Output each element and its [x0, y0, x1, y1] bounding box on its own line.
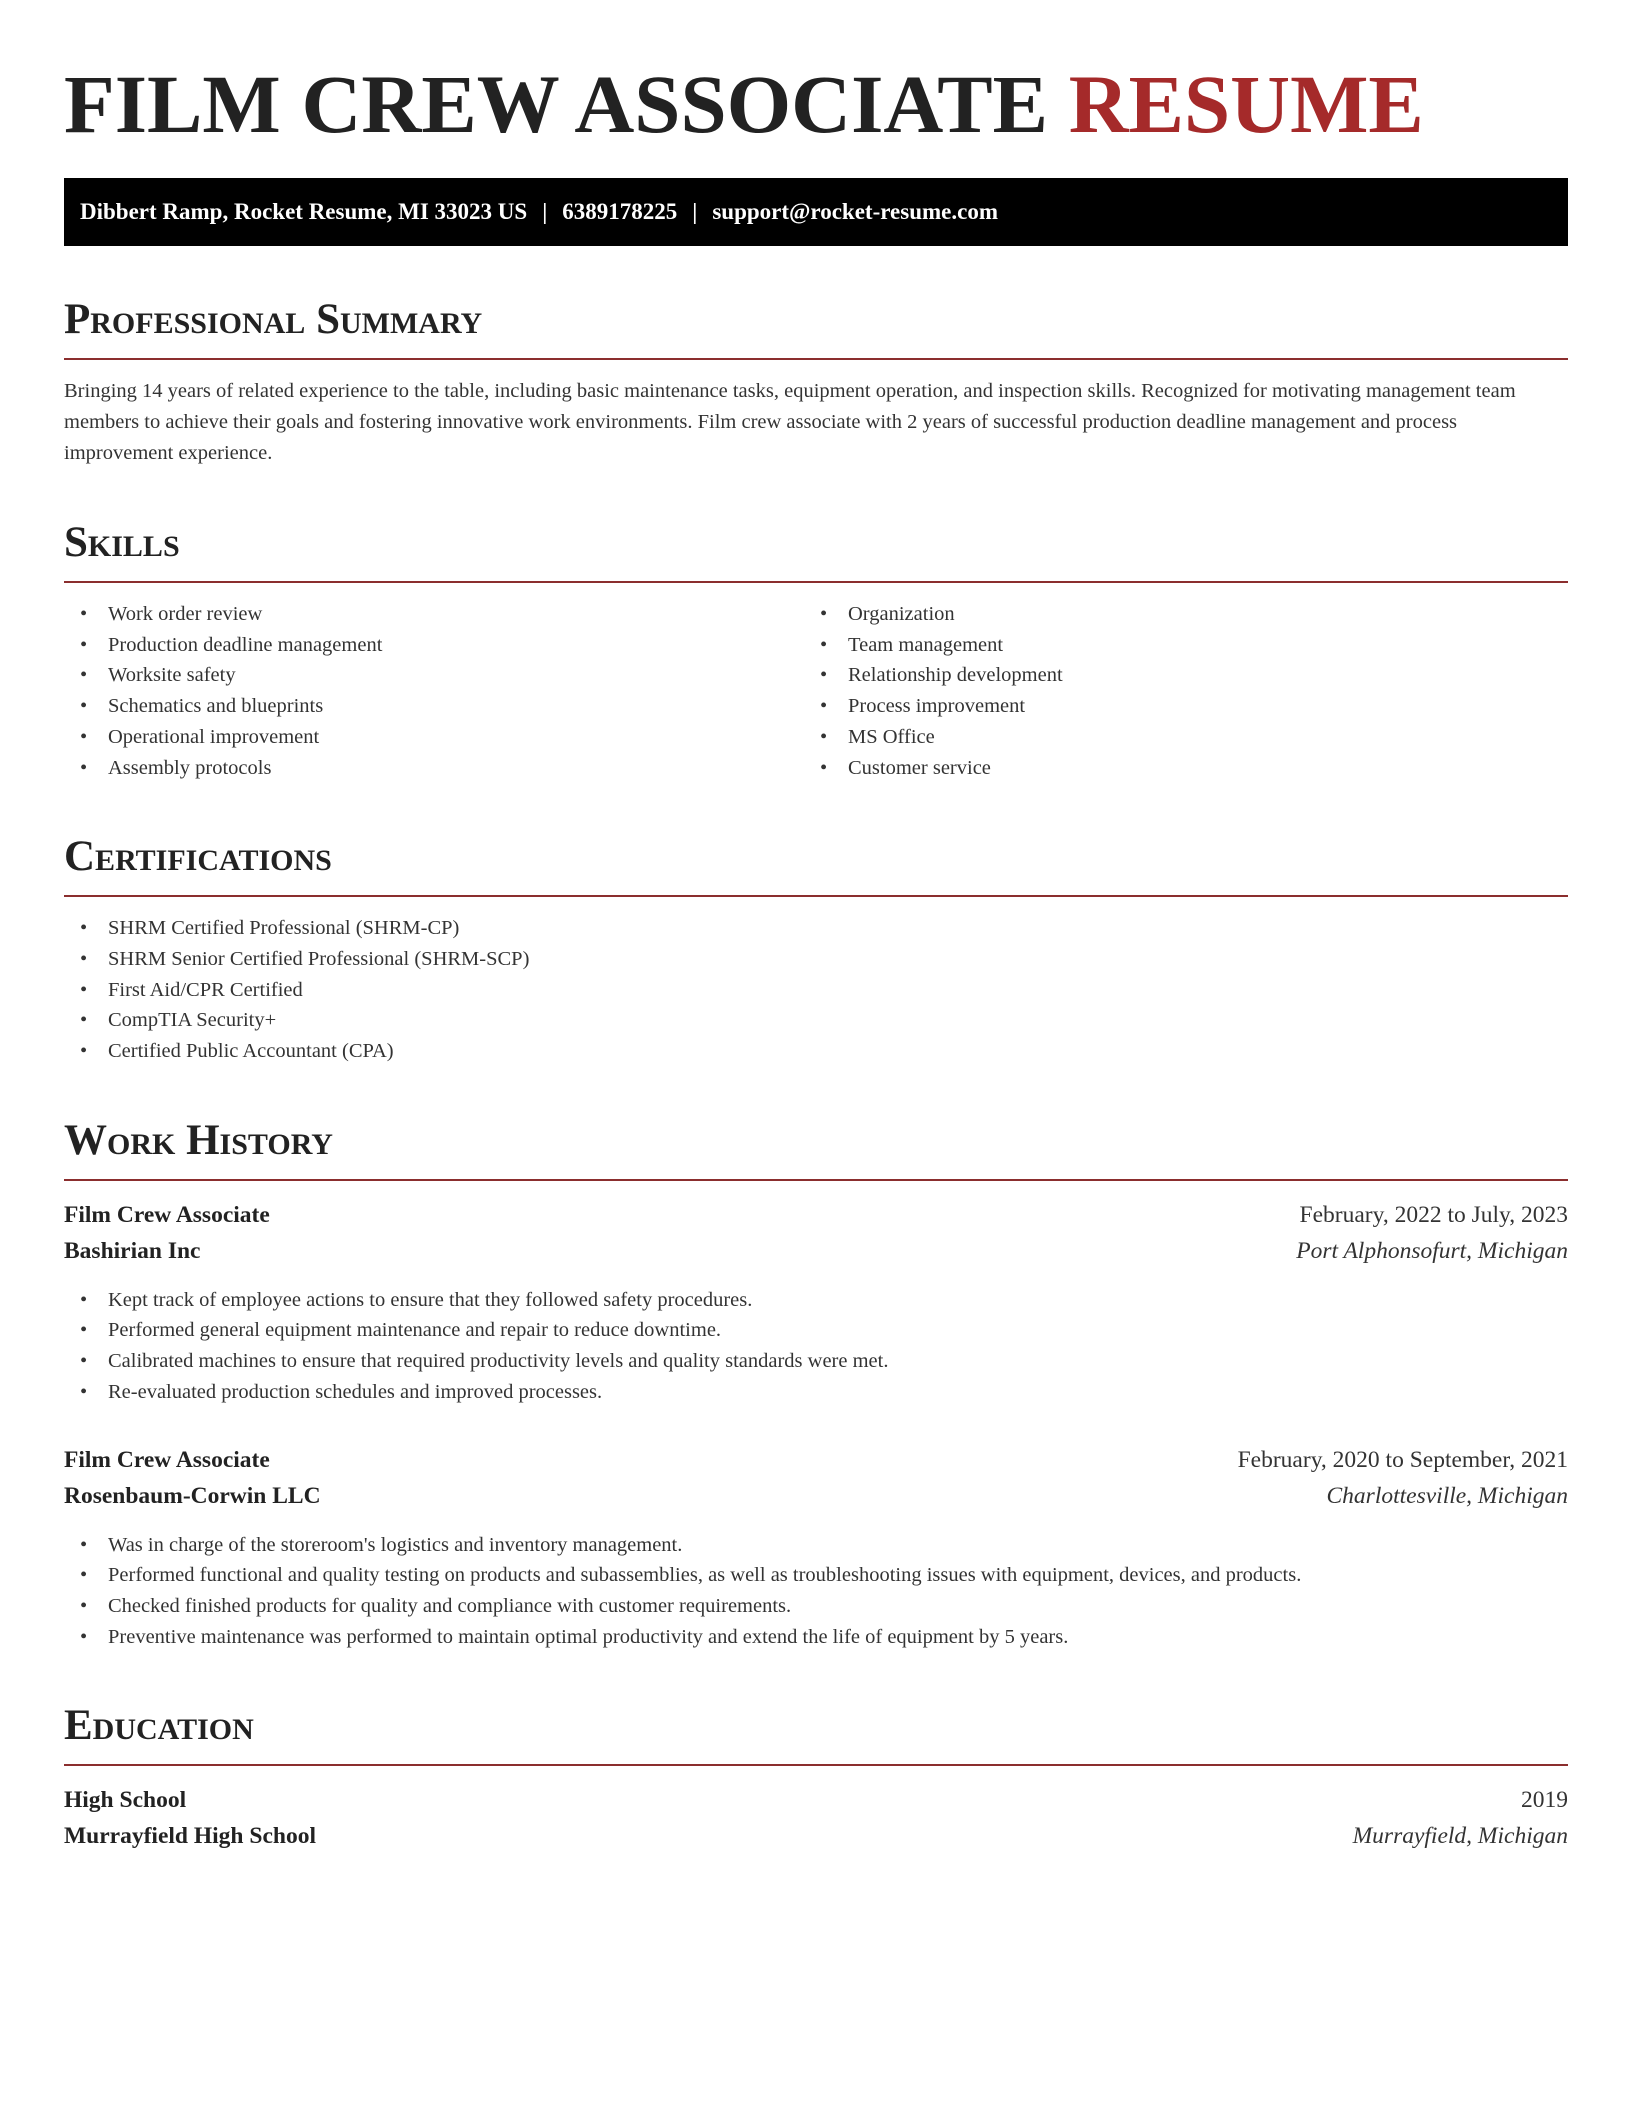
job-duty: • Checked finished products for quality and compliance with customer requirements. — [64, 1591, 1568, 1622]
contact-phone: 6389178225 — [562, 199, 678, 224]
education-entry — [64, 1782, 1568, 1854]
skill-item: • Work order review — [64, 599, 804, 630]
skill-item: • Production deadline management — [64, 630, 804, 661]
job-duties-list — [64, 1530, 1568, 1653]
contact-address: Dibbert Ramp, Rocket Resume, MI 33023 US — [80, 199, 528, 224]
section-divider — [64, 581, 1568, 583]
skills-list-right — [804, 599, 1544, 783]
job-duty: • Re-evaluated production schedules and improved processes. — [64, 1377, 1568, 1408]
certification-item: • First Aid/CPR Certified — [64, 975, 1568, 1006]
summary-text: Bringing 14 years of related experience to the table, including basic maintenance tasks, equipment operation, and inspection skills. Recognized for motivating management team members to achieve their goals and fostering innovative work environments. Film crew associate with 2 years of successful production deadline management and process improvement experience. — [64, 380, 1516, 464]
skills-section — [64, 517, 1568, 783]
contact-separator: | — [542, 199, 548, 224]
job-dates: February, 2020 to September, 2021 — [1237, 1446, 1568, 1473]
skill-item: • Assembly protocols — [64, 753, 804, 784]
skill-item: • Process improvement — [804, 691, 1544, 722]
summary-heading: Professional Summary — [64, 296, 483, 343]
certification-item: • SHRM Senior Certified Professional (SHRM-SCP) — [64, 944, 1568, 975]
certification-item: • CompTIA Security+ — [64, 1005, 1568, 1036]
skill-item: • Team management — [804, 630, 1544, 661]
job-company-row — [64, 1478, 1568, 1514]
education-year: 2019 — [1521, 1787, 1568, 1814]
skill-item: • Schematics and blueprints — [64, 691, 804, 722]
job-company: Rosenbaum-Corwin LLC — [64, 1482, 321, 1509]
contact-email: support@rocket-resume.com — [712, 199, 998, 224]
job-duty: • Was in charge of the storeroom's logistics and inventory management. — [64, 1530, 1568, 1561]
job-title: Film Crew Associate — [64, 1446, 270, 1473]
skills-grid — [64, 599, 1568, 783]
certification-item: • Certified Public Accountant (CPA) — [64, 1036, 1568, 1067]
job-entry — [64, 1442, 1568, 1653]
certification-item: • SHRM Certified Professional (SHRM-CP) — [64, 913, 1568, 944]
education-degree: High School — [64, 1787, 187, 1814]
work-history-heading: Work History — [64, 1116, 333, 1164]
resume-title — [64, 54, 1568, 154]
skill-item: • MS Office — [804, 722, 1544, 753]
contact-bar — [64, 178, 1568, 246]
education-school: Murrayfield High School — [64, 1823, 316, 1850]
education-degree-row — [64, 1782, 1568, 1818]
education-school-row — [64, 1818, 1568, 1854]
job-duty: • Performed general equipment maintenance and repair to reduce downtime. — [64, 1315, 1568, 1346]
certifications-section — [64, 831, 1568, 1067]
skills-heading: Skills — [64, 519, 180, 566]
skill-item: • Operational improvement — [64, 722, 804, 753]
skills-list-left — [64, 599, 804, 783]
job-company-row — [64, 1233, 1568, 1269]
job-duty: • Preventive maintenance was performed to maintain optimal productivity and extend the life of equipment by 5 years. — [64, 1622, 1568, 1653]
education-section — [64, 1700, 1568, 1854]
summary-section — [64, 294, 1568, 469]
job-entry — [64, 1197, 1568, 1408]
job-duty: • Calibrated machines to ensure that required productivity levels and quality standards were met. — [64, 1346, 1568, 1377]
contact-separator: | — [692, 199, 698, 224]
job-company: Bashirian Inc — [64, 1237, 201, 1264]
job-location: Charlottesville, Michigan — [1326, 1482, 1568, 1509]
job-title: Film Crew Associate — [64, 1201, 270, 1228]
job-dates: February, 2022 to July, 2023 — [1299, 1201, 1568, 1228]
job-location: Port Alphonsofurt, Michigan — [1296, 1237, 1568, 1264]
job-title-row — [64, 1442, 1568, 1478]
job-duties-list — [64, 1285, 1568, 1408]
title-accent: RESUME — [1068, 58, 1424, 150]
section-divider — [64, 358, 1568, 360]
job-title-row — [64, 1197, 1568, 1233]
title-main: FILM CREW ASSOCIATE — [64, 58, 1048, 150]
certifications-heading: Certifications — [64, 833, 332, 881]
skill-item: • Relationship development — [804, 660, 1544, 691]
section-divider — [64, 895, 1568, 897]
section-divider — [64, 1764, 1568, 1766]
skill-item: • Organization — [804, 599, 1544, 630]
education-heading: Education — [64, 1702, 254, 1750]
job-duty: • Kept track of employee actions to ensure that they followed safety procedures. — [64, 1285, 1568, 1316]
certifications-list — [64, 913, 1568, 1067]
skill-item: • Customer service — [804, 753, 1544, 784]
work-history-section — [64, 1115, 1568, 1653]
job-duty: • Performed functional and quality testing on products and subassemblies, as well as troubleshooting issues with equipment, devices, and products. — [64, 1560, 1568, 1591]
section-divider — [64, 1179, 1568, 1181]
education-location: Murrayfield, Michigan — [1352, 1823, 1568, 1850]
skill-item: • Worksite safety — [64, 660, 804, 691]
